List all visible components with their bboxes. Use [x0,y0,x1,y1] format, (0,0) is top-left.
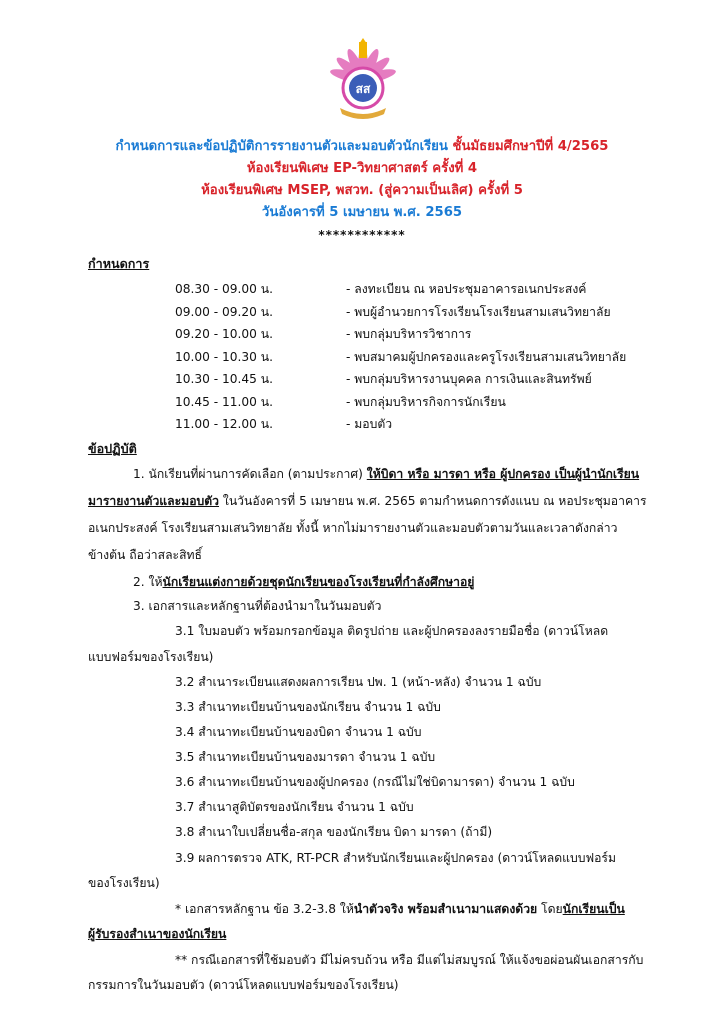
schedule-time: 10.30 - 10.45 น. [175,372,274,386]
schedule-time: 10.45 - 11.00 น. [175,394,274,409]
schedule-time: 09.20 - 10.00 น. [175,327,274,341]
doc-3-7: 3.7 สำเนาสูติบัตรของนักเรียน จำนวน 1 ฉบับ [175,800,414,814]
rule-1-emphasis: ให้บิดา หรือ มารดา หรือ ผู้ปกครอง เป็นผู้นำนักเรียน [366,467,640,481]
subtitle-ep: ห้องเรียนพิเศษ EP-วิทยาศาสตร์ ครั้งที่ 4 [246,161,478,176]
note-1-emphasis: นำตัวจริง พร้อมสำเนามาแสดงด้วย [353,902,538,916]
rule-2 [133,573,474,591]
main-title [0,137,724,157]
rule-2-text: 2. ให้ [133,575,163,589]
schedule-time: 08.30 - 09.00 น. [175,282,274,296]
schedule-activity: - มอบตัว [346,417,393,431]
school-logo [322,36,404,124]
title-part2: ชั้นมัธยมศึกษาปีที่ 4/2565 [452,139,609,154]
schedule-activity: - พบกลุ่มบริหารวิชาการ [346,327,472,341]
schedule-activity: - พบสมาคมผู้ปกครองและครูโรงเรียนสามเสนวิทยาลัย [346,349,627,364]
schedule-time: 11.00 - 12.00 น. [175,417,274,431]
note-2-line1: ** กรณีเอกสารที่ใช้มอบตัว มีไม่ครบถ้วน หรือ มีแต่ไม่สมบูรณ์ ให้แจ้งขอผ่อนผันเอกสารกับ [175,953,644,967]
doc-3-1-line2: แบบฟอร์มของโรงเรียน) [88,650,214,664]
doc-3-4: 3.4 สำเนาทะเบียนบ้านของบิดา จำนวน 1 ฉบับ [175,725,422,739]
note-1-emphasis-2: นักเรียนเป็น [562,902,625,916]
note-1-line2 [88,925,226,943]
rule-1-line3: อเนกประสงค์ โรงเรียนสามเสนวิทยาลัย ทั้งนี้ หากไม่มารายงานตัวและมอบตัวตามวันและเวลาดังกล่าว [88,521,618,535]
note-1-text: * เอกสารหลักฐาน ข้อ 3.2-3.8 ให้ [175,902,354,916]
schedule-activity: - พบกลุ่มบริหารกิจการนักเรียน [346,394,506,409]
schedule-activity: - ลงทะเบียน ณ หอประชุมอาคารอเนกประสงค์ [346,282,587,296]
schedule-heading: กำหนดการ [88,256,150,271]
doc-3-8: 3.8 สำเนาใบเปลี่ยนชื่อ-สกุล ของนักเรียน บิดา มารดา (ถ้ามี) [175,825,493,839]
rule-3: 3. เอกสารและหลักฐานที่ต้องนำมาในวันมอบตัว [133,599,382,613]
rule-1-line1 [133,465,639,483]
doc-3-1-line1: 3.1 ใบมอบตัว พร้อมกรอกข้อมูล ติดรูปถ่าย และผู้ปกครองลงรายมือชื่อ (ดาวน์โหลด [175,624,609,638]
doc-3-5: 3.5 สำเนาทะเบียนบ้านของมารดา จำนวน 1 ฉบับ [175,750,436,764]
svg-text:สส: สส [355,82,371,96]
note-2-line2: กรรมการในวันมอบตัว (ดาวน์โหลดแบบฟอร์มของโรงเรียน) [88,978,399,992]
schedule-time: 09.00 - 09.20 น. [175,304,274,319]
rule-1-line2 [88,492,647,510]
rule-1-text: 1. นักเรียนที่ผ่านการคัดเลือก (ตามประกาศ) [133,467,367,481]
note-1-line1 [175,900,625,918]
schedule-time: 10.00 - 10.30 น. [175,349,274,364]
schedule-activity: - พบผู้อำนวยการโรงเรียนโรงเรียนสามเสนวิทยาลัย [346,304,611,319]
doc-3-9-line1: 3.9 ผลการตรวจ ATK, RT-PCR สำหรับนักเรียนและผู้ปกครอง (ดาวน์โหลดแบบฟอร์ม [175,851,617,865]
rules-heading: ข้อปฏิบัติ [88,441,137,456]
event-date: วันอังคารที่ 5 เมษายน พ.ศ. 2565 [261,205,463,220]
doc-3-2: 3.2 สำเนาระเบียนแสดงผลการเรียน ปพ. 1 (หน้า-หลัง) จำนวน 1 ฉบับ [175,675,542,689]
rule-1-line4: ข้างต้น ถือว่าสละสิทธิ์ [88,548,202,562]
schedule-activity: - พบกลุ่มบริหารงานบุคคล การเงินและสินทรัพย์ [346,372,592,386]
doc-3-6: 3.6 สำเนาทะเบียนบ้านของผู้ปกครอง (กรณีไม่ใช่บิดามารดา) จำนวน 1 ฉบับ [175,775,575,789]
subtitle-msep: ห้องเรียนพิเศษ MSEP, พสวท. (สู่ความเป็นเลิศ) ครั้งที่ 5 [201,183,523,198]
rule-1-emphasis-2: มารายงานตัวและมอบตัว [88,494,220,508]
doc-3-3: 3.3 สำเนาทะเบียนบ้านของนักเรียน จำนวน 1 ฉบับ [175,700,441,714]
note-1-text-2: โดย [537,902,563,916]
separator: ************ [318,228,406,242]
doc-3-9-line2: ของโรงเรียน) [88,876,160,890]
rule-1-text-2: ในวันอังคารที่ 5 เมษายน พ.ศ. 2565 ตามกำหนดการดังแนบ ณ หอประชุมอาคาร [219,494,647,508]
rule-2-emphasis: นักเรียนแต่งกายด้วยชุดนักเรียนของโรงเรียนที่กำลังศึกษาอยู่ [162,575,475,589]
title-part1: กำหนดการและข้อปฏิบัติการรายงานตัวและมอบตัวนักเรียน [115,139,448,154]
note-1-emphasis-3: ผู้รับรองสำเนาของนักเรียน [88,927,227,941]
